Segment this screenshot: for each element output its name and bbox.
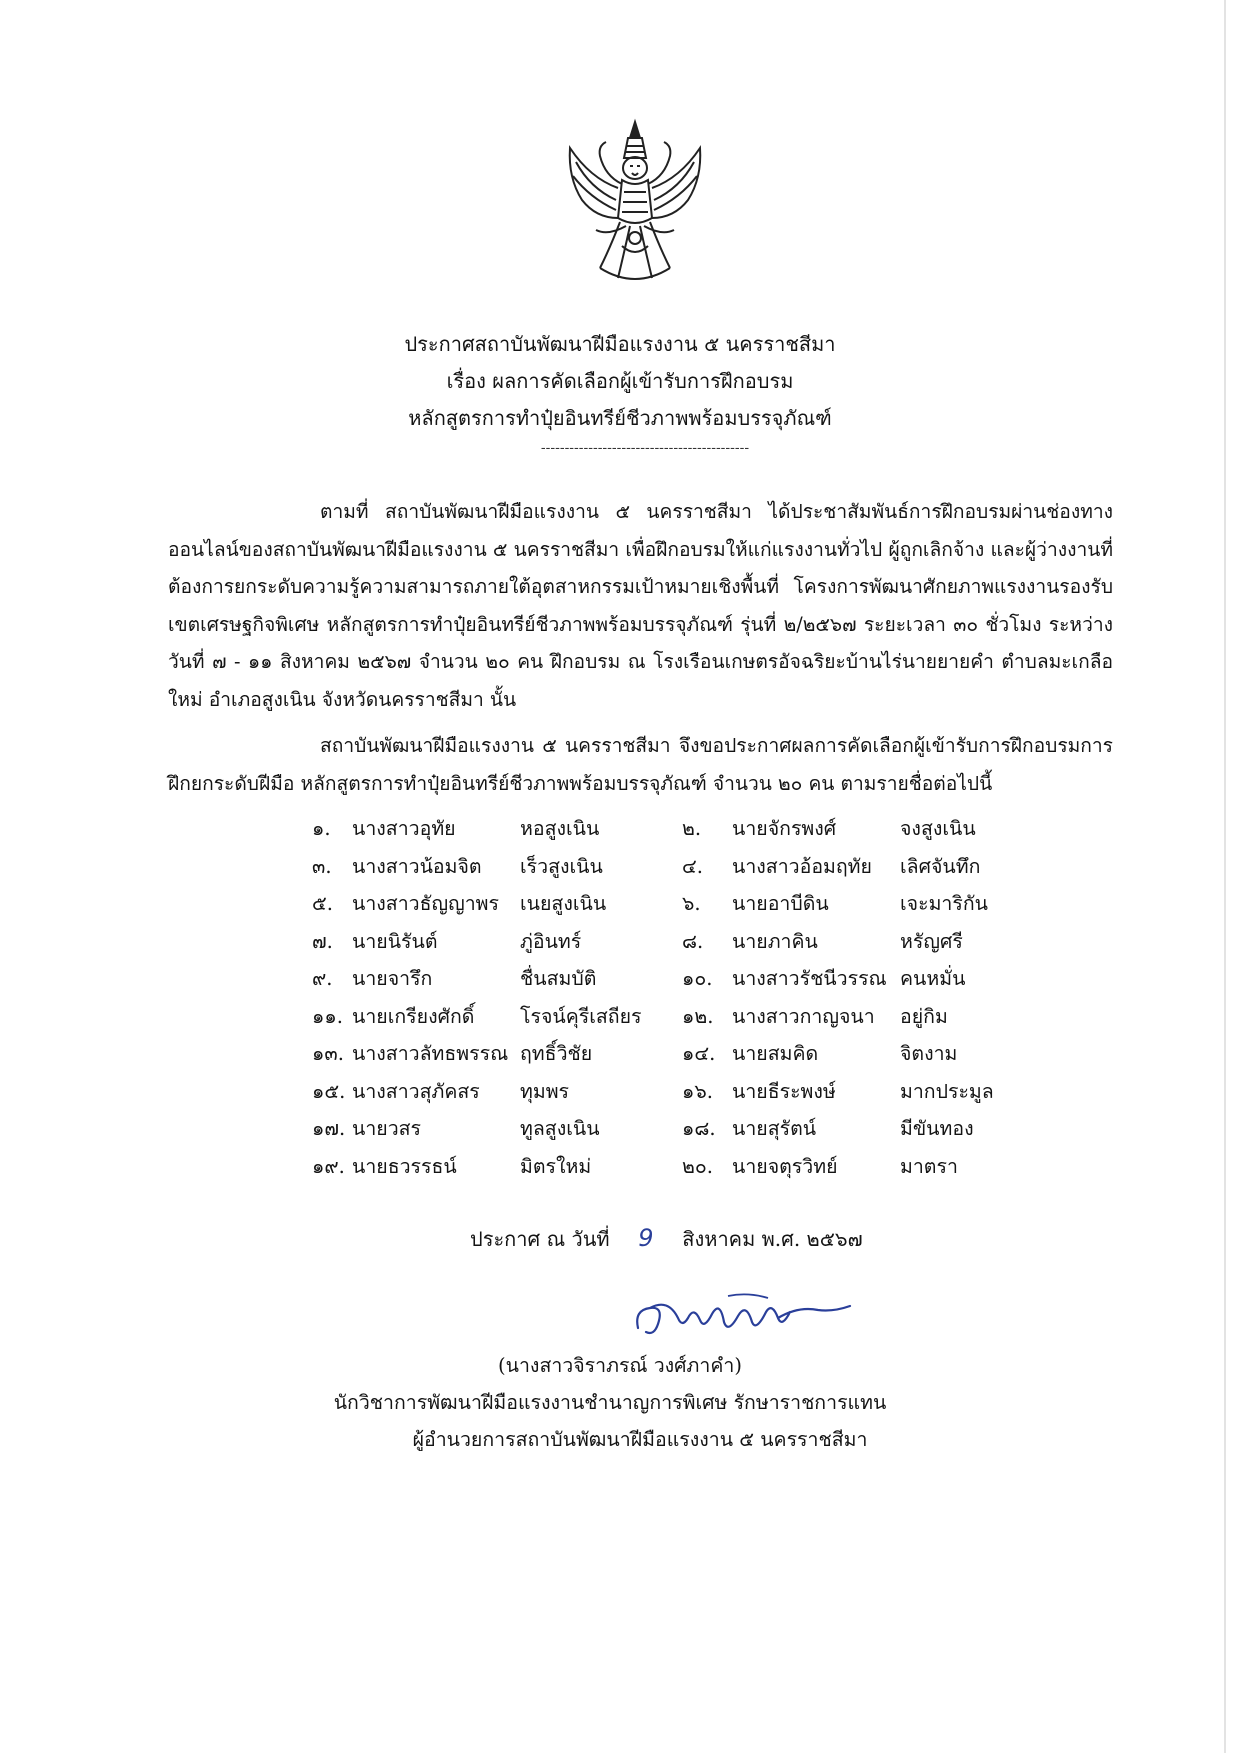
participant-number: ๔.	[682, 854, 703, 878]
handwritten-signature	[628, 1288, 858, 1348]
participant-number: ๑๖.	[682, 1079, 713, 1103]
participant-last-name: ชื่นสมบัติ	[520, 967, 597, 990]
date-suffix: สิงหาคม พ.ศ. ๒๕๖๗	[682, 1227, 863, 1251]
participant-last-name: คนหมั่น	[900, 967, 966, 990]
participant-last-name: จงสูงเนิน	[900, 817, 976, 840]
participant-first-name: นายจารึก	[352, 967, 433, 990]
participant-last-name: ทูลสูงเนิน	[520, 1117, 600, 1140]
participant-number: ๑๐.	[682, 967, 713, 990]
participant-first-name: นายธวรรธน์	[352, 1154, 457, 1178]
participant-first-name: นางสาวอุทัย	[352, 817, 456, 840]
participant-first-name: นายนิรันต์	[352, 929, 438, 953]
participant-last-name: เนยสูงเนิน	[520, 892, 607, 915]
participant-first-name: นางสาวธัญญาพร	[352, 892, 500, 915]
date-day-handwritten: 9	[638, 1224, 654, 1252]
participant-first-name: นายอาบีดิน	[732, 892, 829, 915]
participant-first-name: นางสาวรัชนีวรรณ	[732, 967, 887, 990]
announcement-heading: ประกาศสถาบันพัฒนาฝีมือแรงงาน ๕ นครราชสีมา	[404, 332, 836, 356]
participant-number: ๒๐.	[682, 1154, 713, 1178]
signer-name: (นางสาวจิราภรณ์ วงศ์ภาคำ)	[498, 1354, 742, 1377]
participant-last-name: เจะมาริกัน	[900, 892, 988, 915]
participant-number: ๑๓.	[312, 1042, 344, 1065]
participant-first-name: นายธีระพงษ์	[732, 1079, 836, 1103]
participant-last-name: จิตงาม	[900, 1042, 958, 1065]
participant-number: ๖.	[682, 892, 701, 915]
participant-first-name: นายเกรียงศักดิ์	[352, 1004, 475, 1028]
participant-last-name: เลิศจันทึก	[900, 854, 981, 878]
participant-first-name: นางสาวอ้อมฤทัย	[732, 854, 872, 878]
participant-last-name: ภู่อินทร์	[520, 929, 582, 953]
participant-number: ๑๒.	[682, 1004, 714, 1028]
body-paragraph-2: สถาบันพัฒนาฝีมือแรงงาน ๕ นครราชสีมา จึงขอประกาศผลการคัดเลือกผู้เข้ารับการฝึกอบรมการฝึกยกระดับฝีมือ หลักสูตรการทำปุ๋ยอินทรีย์ชีวภาพพร้อมบรรจุภัณฑ์ จำนวน ๒๐ คน ตามรายชื่อต่อไปนี้	[168, 734, 1113, 795]
participant-last-name: ทุมพร	[520, 1079, 570, 1103]
participant-first-name: นายวสร	[352, 1117, 422, 1140]
participant-last-name: โรจน์คุรีเสถียร	[520, 1004, 642, 1028]
participant-last-name: อยู่กิม	[900, 1004, 948, 1028]
participant-last-name: ฤทธิ์วิชัย	[520, 1042, 593, 1065]
announcement-date	[470, 1224, 863, 1253]
participant-number: ๓.	[312, 854, 332, 878]
participant-number: ๑๗.	[312, 1117, 346, 1140]
signer-position: นักวิชาการพัฒนาฝีมือแรงงานชำนาญการพิเศษ รักษาราชการแทน	[333, 1391, 887, 1414]
participant-number: ๙.	[312, 967, 333, 990]
participant-number: ๕.	[312, 892, 333, 915]
participant-last-name: หอสูงเนิน	[520, 817, 600, 840]
page-edge-line	[1224, 0, 1226, 1753]
participant-first-name: นางสาวลัทธพรรณ	[352, 1042, 509, 1065]
participant-first-name: นางสาวสุภัคสร	[352, 1079, 480, 1103]
participant-first-name: นายจักรพงศ์	[732, 817, 837, 840]
participant-number: ๒.	[682, 817, 702, 840]
participant-first-name: นายสุรัตน์	[732, 1117, 817, 1140]
participant-last-name: หรัญศรี	[900, 929, 963, 953]
body-paragraph-1: ตามที่ สถาบันพัฒนาฝีมือแรงงาน ๕ นครราชสีมา ได้ประชาสัมพันธ์การฝึกอบรมผ่านช่องทางออนไลน์ของสถาบันพัฒนาฝีมือแรงงาน ๕ นครราชสีมา เพื่อฝึกอบรมให้แก่แรงงานทั่วไป ผู้ถูกเลิกจ้าง และผู้ว่างงานที่ต้องการยกระดับความรู้ความสามารถภายใต้อุตสาหกรรมเป้าหมายเชิงพื้นที่ โครงการพัฒนาศักยภาพแรงงานรองรับเขตเศรษฐกิจพิเศษ หลักสูตรการทำปุ๋ยอินทรีย์ชีวภาพพร้อมบรรจุภัณฑ์ รุ่นที่ ๒/๒๕๖๗ ระยะเวลา ๓๐ ชั่วโมง ระหว่างวันที่ ๗ - ๑๑ สิงหาคม ๒๕๖๗ จำนวน ๒๐ คน ฝึกอบรม ณ โรงเรือนเกษตรอัจฉริยะบ้านไร่นายยายคำ ตำบลมะเกลือใหม่ อำเภอสูงเนิน จังหวัดนครราชสีมา นั้น	[168, 500, 1113, 711]
course-title: หลักสูตรการทำปุ๋ยอินทรีย์ชีวภาพพร้อมบรรจุภัณฑ์	[408, 406, 832, 430]
participant-last-name: มิตรใหม่	[520, 1154, 592, 1178]
participant-first-name: นางสาวน้อมจิต	[352, 854, 482, 878]
participant-number: ๑๙.	[312, 1154, 345, 1178]
signer-acting-for: ผู้อำนวยการสถาบันพัฒนาฝีมือแรงงาน ๕ นครราชสีมา	[412, 1428, 868, 1451]
participant-number: ๑๔.	[682, 1042, 716, 1065]
participant-last-name: มีขันทอง	[900, 1117, 974, 1140]
participant-first-name: นายจตุรวิทย์	[732, 1154, 838, 1178]
participant-last-name: มากประมูล	[900, 1079, 994, 1103]
participant-number: ๑๑.	[312, 1004, 343, 1028]
heading-separator: --------------------------------------------	[540, 440, 750, 456]
participant-number: ๑๕.	[312, 1079, 346, 1103]
announcement-subject: เรื่อง ผลการคัดเลือกผู้เข้ารับการฝึกอบรม	[446, 369, 794, 393]
participant-number: ๑.	[312, 817, 331, 840]
participant-first-name: นายภาคิน	[732, 929, 818, 953]
participant-last-name: เร็วสูงเนิน	[520, 854, 603, 878]
participant-number: ๑๘.	[682, 1117, 716, 1140]
participant-first-name: นายสมคิด	[732, 1042, 819, 1065]
participant-number: ๘.	[682, 929, 704, 953]
participant-number: ๗.	[312, 929, 333, 953]
participant-last-name: มาตรา	[900, 1154, 958, 1178]
date-prefix: ประกาศ ณ วันที่	[470, 1227, 610, 1251]
garuda-emblem-icon	[560, 118, 710, 293]
participant-first-name: นางสาวกาญจนา	[732, 1004, 875, 1028]
